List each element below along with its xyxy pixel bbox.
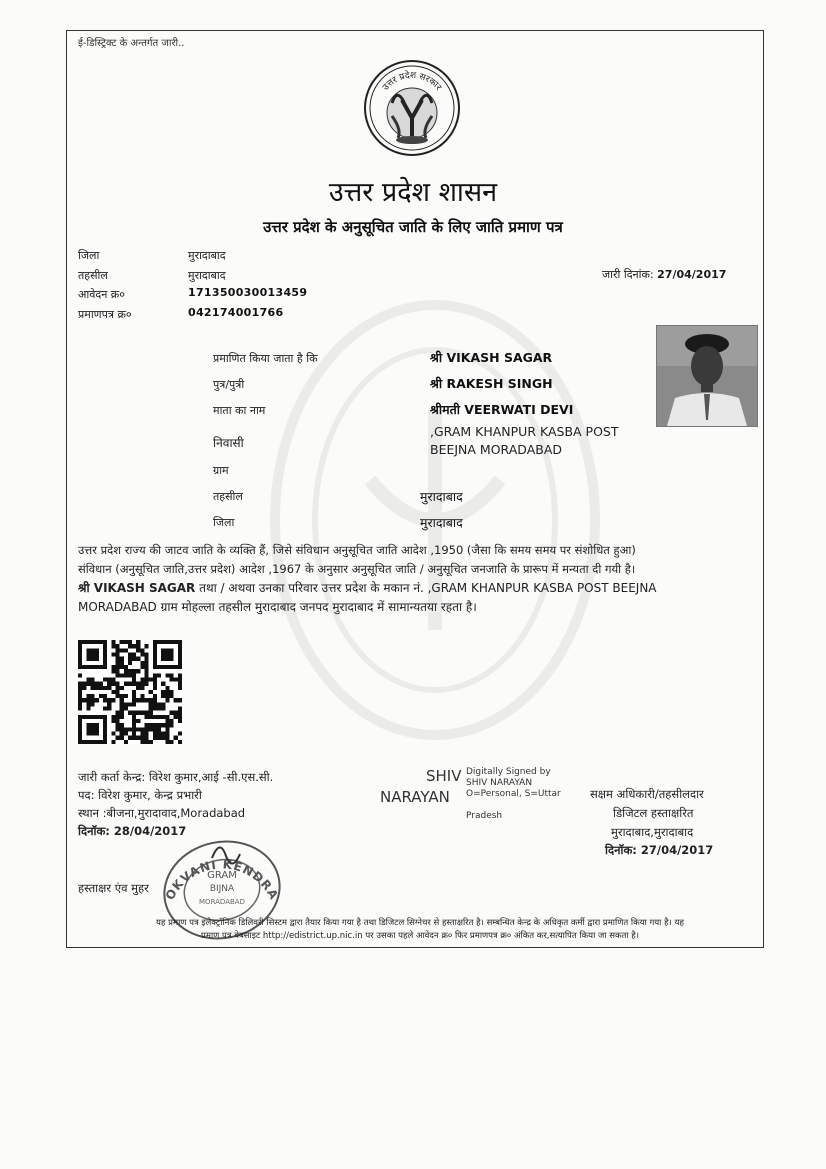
person-tehsil-label: तहसील [213, 490, 243, 503]
digital-signature-details [466, 767, 561, 800]
district-label: जिला [78, 249, 100, 262]
digital-signer-name-line1: SHIV [426, 767, 462, 785]
issue-date-value: 27/04/2017 [657, 268, 727, 281]
issuer-date: दिनॉक: 28/04/2017 [78, 824, 187, 838]
header-note: ई-डिस्ट्रिक्ट के अन्तर्गत जारी.. [78, 38, 185, 49]
digital-signer-name-line2: NARAYAN [380, 788, 450, 806]
stamp-center-line3: MORADABAD [199, 898, 245, 906]
stamp-center-line1: GRAM [207, 870, 237, 881]
residence-paragraph-name: श्री VIKASH SAGAR [78, 581, 196, 595]
certify-label: प्रमाणित किया जाता है कि [213, 352, 318, 365]
applicant-photo [656, 325, 758, 427]
person-district-label: जिला [213, 516, 235, 529]
sign-and-seal-label: हस्ताक्षर एंव मुहर [78, 881, 149, 895]
issuer-post: पद: विरेश कुमार, केन्द्र प्रभारी [78, 788, 202, 802]
digital-signature-line2: SHIV NARAYAN [466, 778, 533, 788]
resident-address: ,GRAM KHANPUR KASBA POST BEEJNA MORADABAD [430, 424, 619, 457]
mother-label: माता का नाम [213, 404, 266, 417]
residence-paragraph-line1: तथा / अथवा उनका परिवार उत्तर प्रदेश के मकान नं. ,GRAM KHANPUR KASBA POST BEEJNA [199, 581, 657, 595]
issuer-center: जारी कर्ता केन्द्र: विरेश कुमार,आई -सी.एस.सी. [78, 770, 274, 784]
person-tehsil-value: मुरादाबाद [420, 489, 463, 504]
issue-date-label: जारी दिनांक: [602, 268, 654, 281]
residence-paragraph [78, 579, 758, 617]
mother-name: श्रीमती VEERWATI DEVI [430, 402, 574, 417]
application-number-label: आवेदन क्र० [78, 288, 125, 301]
authority-place: मुरादाबाद,मुरादाबाद [611, 825, 694, 839]
tehsil-label: तहसील [78, 269, 108, 282]
caste-paragraph-line2: संविधान (अनुसूचित जाति,उत्तर प्रदेश) आदेश ,1967 के अनुसार अनुसूचित जाति / अनुसूचित जनजाति के प्रारूप में मन्यता दी गयी है। [78, 562, 636, 576]
child-of-label: पुत्र/पुत्री [213, 378, 245, 391]
district-value: मुरादाबाद [188, 249, 226, 262]
applicant-name: श्री VIKASH SAGAR [430, 350, 553, 365]
digital-signature-line3: O=Personal, S=Uttar [466, 789, 561, 799]
footer-note-line2: प्रमाण पत्र वेबसाइट http://edistrict.up.nic.in पर उसका पहले आवेदन क्र० फिर प्रमाणपत्र क्र० अंकित कर,सत्यापित किया जा सकता है। [201, 931, 639, 941]
caste-paragraph [78, 541, 758, 579]
stamp-center-line2: BIJNA [209, 884, 235, 894]
digital-signature-line1: Digitally Signed by [466, 767, 551, 777]
application-number-value: 171350030013459 [188, 286, 308, 299]
caste-paragraph-line1: उत्तर प्रदेश राज्य की जाटव जाति के व्यक्ति हैं, जिसे संविधान अनुसूचित जाति आदेश ,1950 (जैसा कि समय समय पर संशोधित हुआ) [78, 543, 636, 557]
certificate-number-value: 042174001766 [188, 306, 284, 319]
footer-note-line1: यह प्रमाण पत्र इलेक्ट्रॉनिक डिलिवरी सिस्टम द्वारा तैयार किया गया है तथा डिजिटल सिग्नेचर से हस्ताक्षरित है। सम्बन्धित केन्द्र के अधिकृत कर्मी द्वारा प्रमाणित किया गया है। यह [156, 918, 684, 928]
father-name: श्री RAKESH SINGH [430, 376, 553, 391]
stamp-ring-text: OKVANI KENDRA [162, 857, 282, 903]
up-government-emblem [362, 58, 462, 158]
footer-note [80, 917, 760, 943]
person-district-value: मुरादाबाद [420, 515, 463, 530]
certificate-number-label: प्रमाणपत्र क्र० [78, 308, 132, 321]
certificate-subtitle: उत्तर प्रदेश के अनुसूचित जाति के लिए जाति प्रमाण पत्र [263, 218, 563, 236]
tehsil-value: मुरादाबाद [188, 269, 226, 282]
digital-signature-line4: Pradesh [466, 811, 503, 821]
resident-label: निवासी [213, 436, 244, 450]
residence-paragraph-line2: MORADABAD ग्राम मोहल्ला तहसील मुरादाबाद जनपद मुरादाबाद में सामान्यतया रहता है। [78, 600, 477, 614]
page-title: उत्तर प्रदेश शासन [328, 177, 498, 208]
issuer-place: स्थान :बीजना,मुरादावाद,Moradabad [78, 806, 246, 820]
village-label: ग्राम [213, 464, 229, 477]
issue-date [602, 267, 726, 282]
authority-date: दिनॉक: 27/04/2017 [605, 843, 714, 857]
authority-title: सक्षम अधिकारी/तहसीलदार [590, 787, 704, 801]
authority-signed: डिजिटल हस्ताक्षरित [613, 806, 694, 820]
emblem-text: उत्तर प्रदेश सरकार [381, 70, 444, 93]
qr-code [78, 640, 182, 744]
